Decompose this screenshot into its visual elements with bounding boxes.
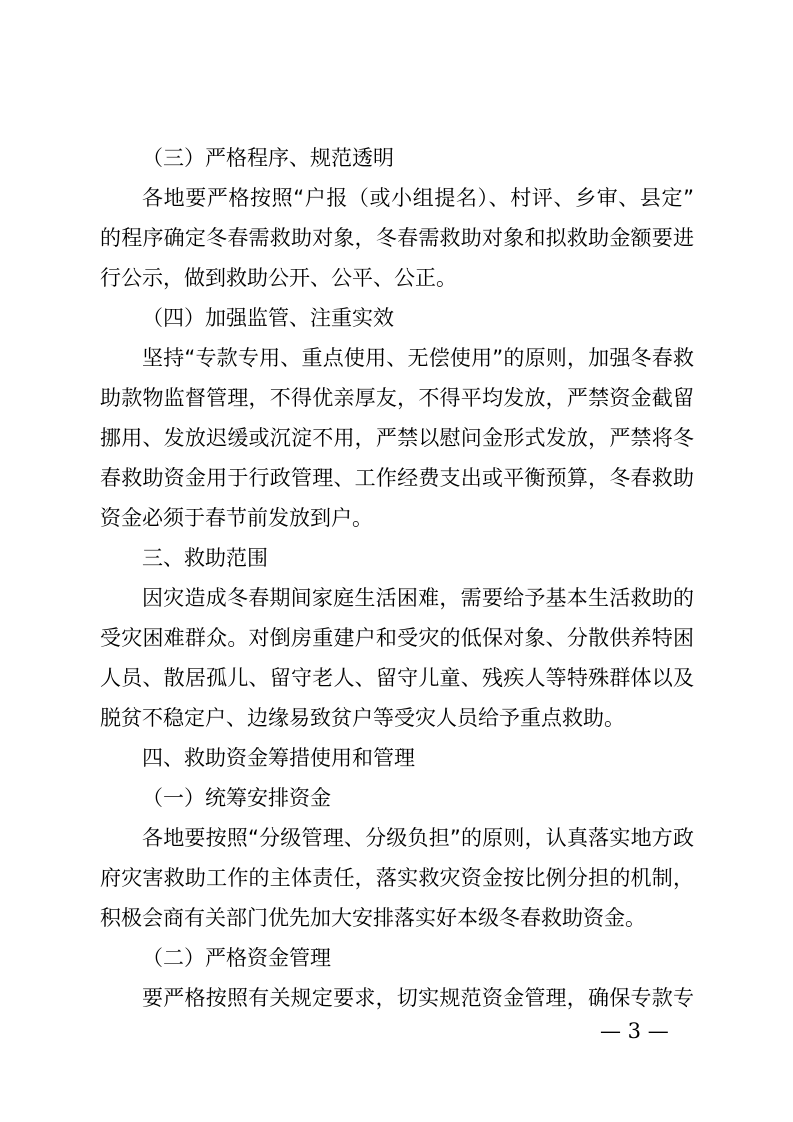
heading-fund-management: 四、救助资金筹措使用和管理 bbox=[142, 746, 415, 770]
paragraph-line: 助款物监督管理，不得优亲厚友，不得平均发放，严禁资金截留 bbox=[100, 386, 694, 410]
paragraph-line: 脱贫不稳定户、边缘易致贫户等受灾人员给予重点救助。 bbox=[100, 706, 625, 730]
paragraph-line: 资金必须于春节前发放到户。 bbox=[100, 506, 373, 530]
paragraph-line: 要严格按照有关规定要求，切实规范资金管理，确保专款专 bbox=[142, 986, 694, 1010]
paragraph-line: 人员、散居孤儿、留守老人、留守儿童、残疾人等特殊群体以及 bbox=[100, 666, 694, 690]
paragraph-line: 府灾害救助工作的主体责任，落实救灾资金按比例分担的机制， bbox=[100, 866, 694, 890]
paragraph-line: 各地要严格按照“户报（或小组提名）、村评、乡审、县定” bbox=[142, 186, 694, 210]
paragraph-line: 积极会商有关部门优先加大安排落实好本级冬春救助资金。 bbox=[100, 906, 646, 930]
paragraph-line: 坚持“专款专用、重点使用、无偿使用”的原则，加强冬春救 bbox=[142, 346, 694, 370]
paragraph-line: 春救助资金用于行政管理、工作经费支出或平衡预算，冬春救助 bbox=[100, 466, 694, 490]
heading-supervision: （四）加强监管、注重实效 bbox=[142, 306, 394, 330]
heading-strict-fund-management: （二）严格资金管理 bbox=[142, 946, 331, 970]
heading-strict-procedure: （三）严格程序、规范透明 bbox=[142, 146, 394, 170]
paragraph-line: 行公示，做到救助公开、公平、公正。 bbox=[100, 266, 457, 290]
page-number: — 3 — bbox=[600, 1019, 669, 1043]
heading-relief-scope: 三、救助范围 bbox=[142, 546, 268, 570]
paragraph-line: 各地要按照“分级管理、分级负担”的原则，认真落实地方政 bbox=[142, 826, 694, 850]
paragraph-line: 因灾造成冬春期间家庭生活困难，需要给予基本生活救助的 bbox=[142, 586, 694, 610]
paragraph-line: 的程序确定冬春需救助对象，冬春需救助对象和拟救助金额要进 bbox=[100, 226, 694, 250]
heading-fund-arrangement: （一）统筹安排资金 bbox=[142, 786, 331, 810]
paragraph-line: 挪用、发放迟缓或沉淀不用，严禁以慰问金形式发放，严禁将冬 bbox=[100, 426, 694, 450]
paragraph-line: 受灾困难群众。对倒房重建户和受灾的低保对象、分散供养特困 bbox=[100, 626, 694, 650]
